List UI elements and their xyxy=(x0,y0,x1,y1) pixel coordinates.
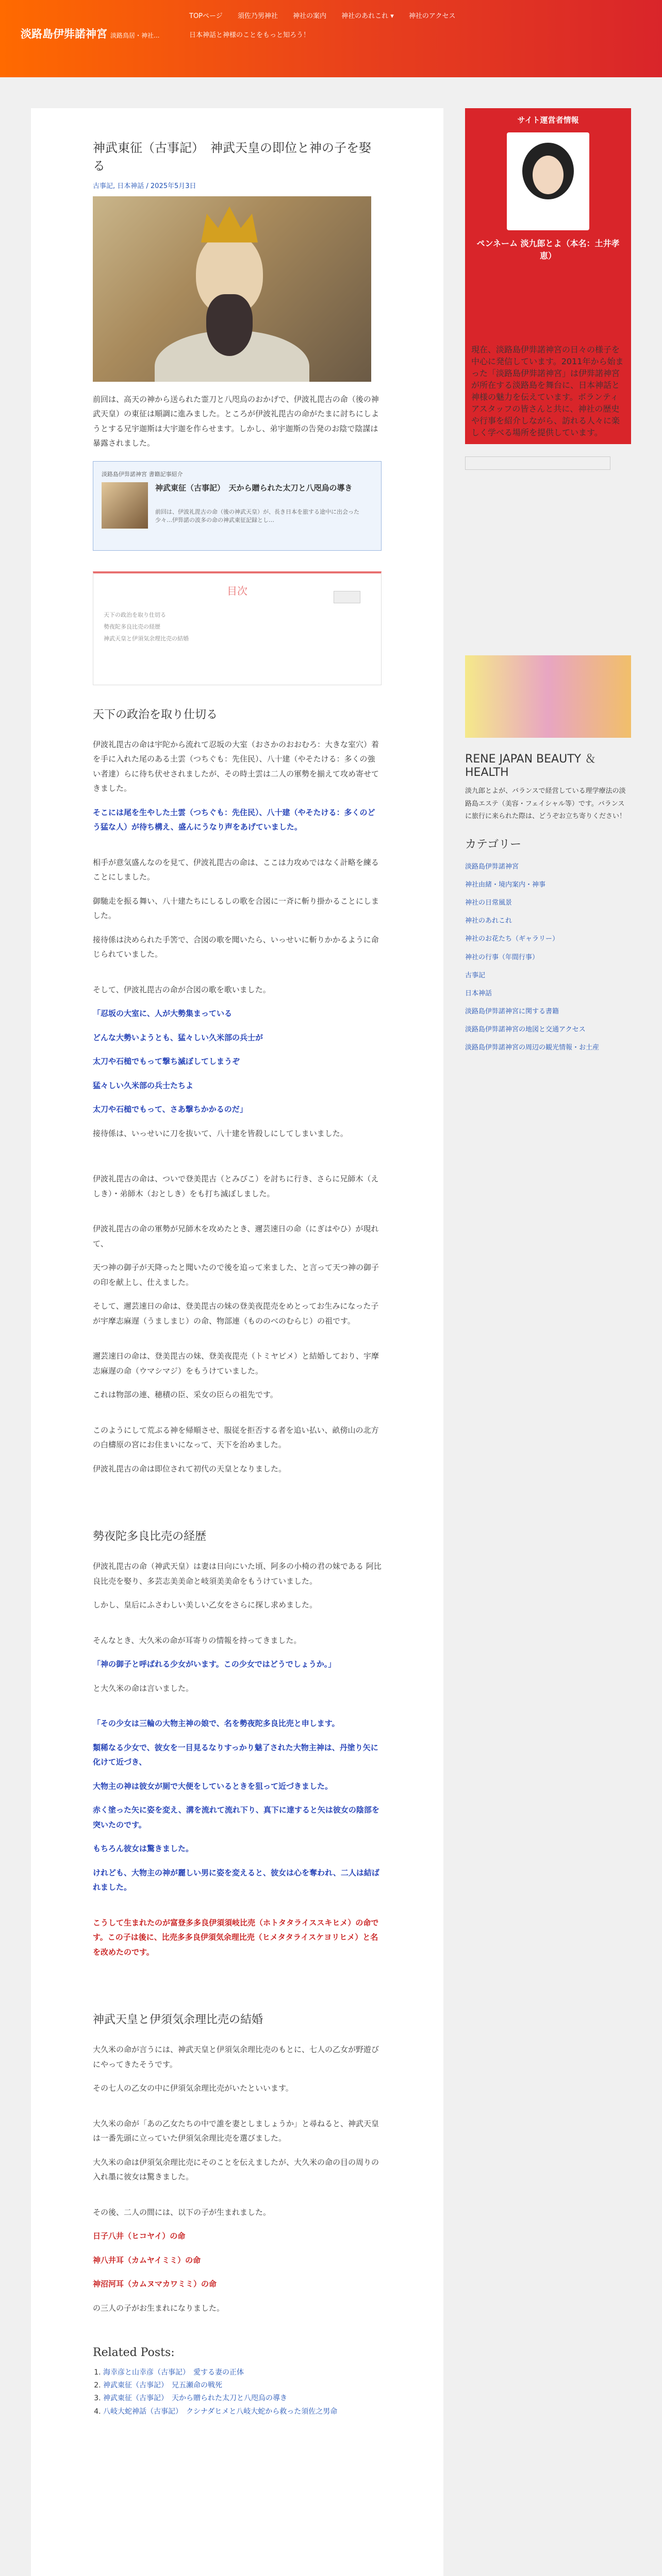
related-post-link[interactable]: 海幸彦と山幸彦（古事記） 愛する妻の正体 xyxy=(103,2368,244,2377)
sidebar xyxy=(465,108,631,1057)
nav-item-shrine[interactable]: 須佐乃男神社 xyxy=(237,12,278,20)
promo-banner[interactable] xyxy=(465,655,631,738)
profile-bio: 現在、淡路島伊弉諾神宮の日々の様子を中心に発信しています。2011年から始まった「淡路島伊弉諾神宮」は伊弉諾神宮が所在する淡路島を舞台に、日本神話と神様の魅力を伝えています。ボランティアスタッフの皆さんと共に、神社の歴史や行事を紹介しながら、訪れる人々に楽しく学べる場所を提供しています。 xyxy=(471,345,624,437)
category-link[interactable]: 神社由緒・境内案内・神事 xyxy=(465,881,546,889)
featured-image xyxy=(93,196,371,382)
nav-item-misc[interactable]: 神社のあれこれ ▾ xyxy=(341,12,394,20)
related-posts-list xyxy=(93,2366,382,2418)
category-link[interactable]: 神社の行事（年間行事） xyxy=(465,953,539,961)
category-link[interactable]: 淡路島伊弉諾神宮の地図と交通アクセス xyxy=(465,1025,586,1033)
category-title: カテゴリー xyxy=(465,838,522,852)
profile-widget: サイト運営者情報 ペンネーム 淡九郎とよ（本名：土井孝恵） xyxy=(465,108,631,337)
post-title: 神武東征（古事記） 神武天皇の即位と神の子を娶る xyxy=(93,141,371,173)
table-of-contents: 目次 天下の政治を取り仕切る 勢夜陀多良比売の経歴 神武天皇と伊須気余理比売の結婚 xyxy=(93,571,382,685)
category-link[interactable]: 神社の日常風景 xyxy=(465,899,512,907)
site-header xyxy=(0,0,662,77)
related-post-link[interactable]: 神武東征（古事記） 兄五瀬命の戦死 xyxy=(103,2381,222,2390)
category-link[interactable]: 神社のあれこれ xyxy=(465,917,512,925)
section-heading: 神武天皇と伊須気余理比売の結婚 xyxy=(93,2013,263,2027)
broken-image xyxy=(465,456,610,470)
nav-item-guide[interactable]: 神社の案内 xyxy=(292,12,326,20)
intro-text: 前回は、高天の神から送られた霊刀と八咫烏のおかげで、伊波礼毘古の命（後の神武天皇）の東征は順調に進みました。ところが伊波礼毘古の命がたまに討ちにしようとする兄宇迦斯は大宇迦を作らせます。しかし、弟宇迦斯の告発のお陰で陰謀は暴露されました。 xyxy=(93,394,379,448)
category-link[interactable]: 淡路島伊弉諾神宮に関する書籍 xyxy=(465,1007,559,1015)
category-list xyxy=(465,858,631,1057)
about-text: 淡九郎とよが、バランスで経営している理学療法の淡路島エステ（美容・フェイシャル等）です。バランスに旅行に来られた際は、どうぞお立ち寄りください！ xyxy=(465,787,626,821)
category-link[interactable]: 淡路島伊弉諾神宮の周辺の観光情報・お土産 xyxy=(465,1044,600,1052)
avatar xyxy=(507,132,589,230)
card-thumbnail xyxy=(102,482,148,529)
related-posts-title: Related Posts: xyxy=(93,2346,175,2360)
nav-item-access[interactable]: 神社のアクセス xyxy=(408,12,456,20)
section-heading: 勢夜陀多良比売の経歴 xyxy=(93,1530,207,1544)
section-heading: 天下の政治を取り仕切る xyxy=(93,708,218,721)
category-link[interactable]: 日本神話 xyxy=(465,989,492,997)
category-link[interactable]: 淡路島伊弉諾神宮 xyxy=(465,863,519,871)
linked-post-card[interactable]: 淡路島伊弉諾神宮 書籍記事紹介 神武東征（古事記） 天から贈られた太刀と八咫烏の導き 前回は、伊波礼毘古の命（後の神武天皇）が、長き日本を旅する途中に出会った少々…伊弉諾の波多の命の神武東征記録とし… xyxy=(93,461,382,551)
post-meta[interactable]: 古事記, 日本神話 / 2025年5月3日 xyxy=(93,182,196,190)
related-post-link[interactable]: 八岐大蛇神話（古事記） クシナダヒメと八岐大蛇から救った須佐之男命 xyxy=(103,2407,338,2416)
category-link[interactable]: 神社のお花たち（ギャラリー） xyxy=(465,935,559,943)
category-link[interactable]: 古事記 xyxy=(465,971,486,979)
site-logo[interactable]: 淡路島伊弉諾神宮 淡路鳥居・神社... xyxy=(21,27,160,40)
about-title: RENE JAPAN BEAUTY ＆ HEALTH xyxy=(465,753,597,779)
toc-toggle-button[interactable] xyxy=(334,591,360,603)
nav-item-myth[interactable]: 日本神話と神様のことをもっと知ろう！ xyxy=(189,31,310,39)
toc-item[interactable]: 勢夜陀多良比売の経歴 xyxy=(104,623,160,630)
nav-item-top[interactable]: TOPページ xyxy=(189,12,223,20)
article: 神武東征（古事記） 神武天皇の即位と神の子を娶る 古事記, 日本神話 / 2025年5月3日 前回は、高天の神から送られた霊刀と八咫烏のおかげで、伊波礼毘古の命（後の神武天皇）の東征は順調に進みました。ところが伊波礼毘古の命がたまに討ちにしようとする兄宇迦斯は大宇迦を作らせます。しかし、弟宇迦斯の告発のお陰で陰謀は暴露されました。 淡路島伊弉諾神宮 書籍記事紹介 神武東征（古事記） 天から贈られた太刀と八咫烏の導き 前回は、伊波礼毘古の命（後の神武天皇）が、長き日本を旅する途中に出会った少々…伊弉諾の波多の命の神武東征記録とし… 目次 天下の政治を取り仕切る 勢夜陀多良比売の経歴 神武天皇と伊須気余理比売の結婚 天下の政治を取り仕切る 伊波礼毘古の命は宇陀から流れて忍坂の大室（おさかのおおむろ：大きな室穴）着を手に入れた尾のある土雲（つちぐも：先住民）、八十建（やそたける：多くの強い者達）らに待ち伏せされましたが、その時土雲は二人の軍勢を揃えて攻め寄せてきました。 そこには尾を生やした土雲（つちぐも：先住民）、八十建（やそたける：多くのどう猛な人）が待ち構え、盛んにうなり声をあげていました。 相手が意気盛んなのを見て、伊波礼毘古の命は、ここは力攻めではなく計略を練ることにしました。 御馳走を振る舞い、八十建たちにしるしの歌を合図に一斉に斬り掛かることにしました。 接待係は決められた手筈で、合図の歌を聞いたら、いっせいに斬りかかるように命じられていました。 そして、伊波礼毘古の命が合図の歌を歌いました。 「忍坂の大室に、人が大勢集まっている どんな大勢いようとも、猛々しい久米部の兵士が 太刀や石槌でもって撃ち滅ぼしてしまうぞ 猛々しい久米部の兵士たちよ 太刀や石槌でもって、さあ撃ちかかるのだ」 接待係は、いっせいに刀を抜いて、八十建を皆殺しにしてしまいました。 伊波礼毘古の命は、ついで登美毘古（とみびこ）を討ちに行き、さらに兄師木（えしき）・弟師木（おとしき）をも打ち滅ぼしました。 伊波礼毘古の命の軍勢が兄師木を攻めたとき、邇芸速日の命（にぎはやひ）が現れて、 天つ神の御子が天降ったと聞いたので後を追って来ました、と言って天つ神の御子の印を献上し、仕えました。 そして、邇芸速日の命は、登美毘古の妹の登美夜毘売をめとってお生みになった子が宇摩志麻遅（うましまじ）の命、物部連（もののべのむらじ）の祖です。 邇芸速日の命は、登美毘古の妹、登美夜毘売（トミヤビメ）と結婚しており、宇摩志麻遅の命（ウマシマジ）をもうけていました。 これは物部の連、穂積の臣、采女の臣らの祖先です。 このようにして荒ぶる神を帰順させ、服従を拒否する者を追い払い、畝傍山の北方の白檮原の宮にお住まいになって、天下を治めました。 伊波礼毘古の命は即位されて初代の天皇となりました。 勢夜陀多良比売の経歴 伊波礼毘古の命（神武天皇）は妻は日向にいた頃、阿多の小椅の君の妹である 阿比良比売を娶り、多芸志美美命と岐須美美命をもうけていました。 しかし、皇后にふさわしい美しい乙女をさらに探し求めました。 そんなとき、大久米の命が耳寄りの情報を持ってきました。 「神の御子と呼ばれる少女がいます。この少女ではどうでしょうか。」 と大久米の命は言いました。 「その少女は三輪の大物主神の娘で、名を勢夜陀多良比売と申します。 類稀なる少女で、彼女を一目見るなりすっかり魅了された大物主神は、丹塗り矢に化けて近づき、 大物主の神は彼女が厠で大便をしているときを狙って近づきました。 赤く塗った矢に姿を変え、溝を流れて流れ下り、真下に達すると矢は彼女の陰部を突いたのです。 もちろん彼女は驚きました。 けれども、大物主の神が麗しい男に姿を変えると、彼女は心を奪われ、二人は結ばれました。 こうして生まれたのが富登多多良伊須須岐比売（ホトタタライススキヒメ）の命です。この子は後に、比売多多良伊須気余理比売（ヒメタタライスケヨリヒメ）と名を改めたのです。 神武天皇と伊須気余理比売の結婚 大久米の命が言うには、神武天皇と伊須気余理比売のもとに、七人の乙女が野遊びにやってきたそうです。 その七人の乙女の中に伊須気余理比売がいたといいます。 大久米の命が「あの乙女たちの中で誰を妻としましょうか」と尋ねると、神武天皇は一番先頭に立っていた伊須気余理比売を選びました。 大久米の命は伊須気余理比売にそのことを伝えましたが、大久米の命の目の周りの入れ墨に彼女は驚きました。 その後、二人の間には、以下の子が生まれました。 日子八井（ヒコヤイ）の命 神八井耳（カムヤイミミ）の命 神沼河耳（カムヌマカワミミ）の命 の三人の子がお生まれになりました。 Related Posts: 1. 海幸彦と山幸彦（古事記） 愛する妻の正体 2. 神武東征（古事記） 兄五瀬命の戦死 3. 神武東征（古事記） 天から贈られた太刀と八咫烏の導き 4. 八岐大蛇神話（古事記） クシナダヒメと八岐大蛇から救った須佐之男命 xyxy=(31,108,443,2576)
toc-item[interactable]: 神武天皇と伊須気余理比売の結婚 xyxy=(104,635,189,642)
related-post-link[interactable]: 神武東征（古事記） 天から贈られた太刀と八咫烏の導き xyxy=(103,2394,287,2403)
main-nav xyxy=(183,10,595,48)
toc-item[interactable]: 天下の政治を取り仕切る xyxy=(104,611,166,618)
